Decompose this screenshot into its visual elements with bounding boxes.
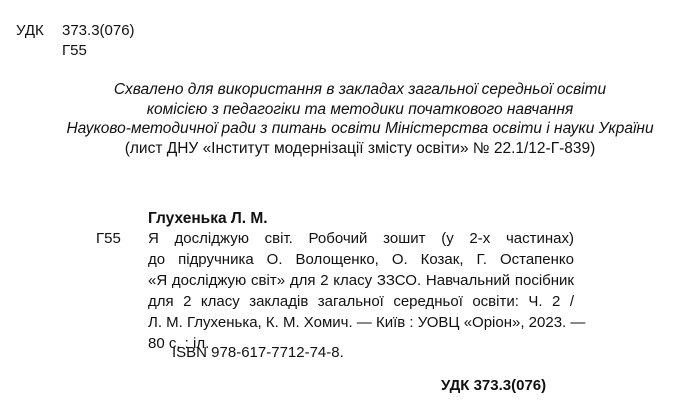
isbn: ISBN 978-617-7712-74-8. [172,344,344,361]
approval-line: комісією з педагогіки та методики початкового навчання [146,100,574,118]
approval-letter-reference: (лист ДНУ «Інститут модернізації змісту освіти» № 22.1/12-Г-839) [124,139,596,157]
catalog-author: Глухенька Л. М. [148,210,268,227]
udk-code: 373.3(076) [62,22,135,39]
udk-label: УДК [16,22,44,39]
approval-line: Схвалено для використання в закладах загальної середньої освіти [113,81,607,98]
catalog-index: Г55 [96,230,121,247]
description-line: Я досліджую світ. Робочий зошит (у 2-х частинах) [148,230,574,247]
description-line: Л. М. Глухенька, К. М. Хомич. — Київ : УОВЦ «Оріон», 2023. — [148,314,586,331]
approval-line: Науково-методичної ради з питань освіти Міністерства освіти і науки України [66,120,654,137]
description-line: «Я досліджую світ» для 2 класу ЗЗСО. Навчальний посібник [148,272,574,289]
description-line: до підручника О. Волощенко, О. Козак, Г. Остапенко [148,251,574,268]
catalog-udk: УДК 373.3(076) [441,377,547,394]
author-index-code: Г55 [62,42,87,59]
description-line: для 2 класу закладів загальної середньої освіти: Ч. 2 / [148,293,574,310]
catalog-description [148,228,586,354]
approval-statement [40,80,680,158]
description-line: 80 с. : іл. [148,335,210,352]
